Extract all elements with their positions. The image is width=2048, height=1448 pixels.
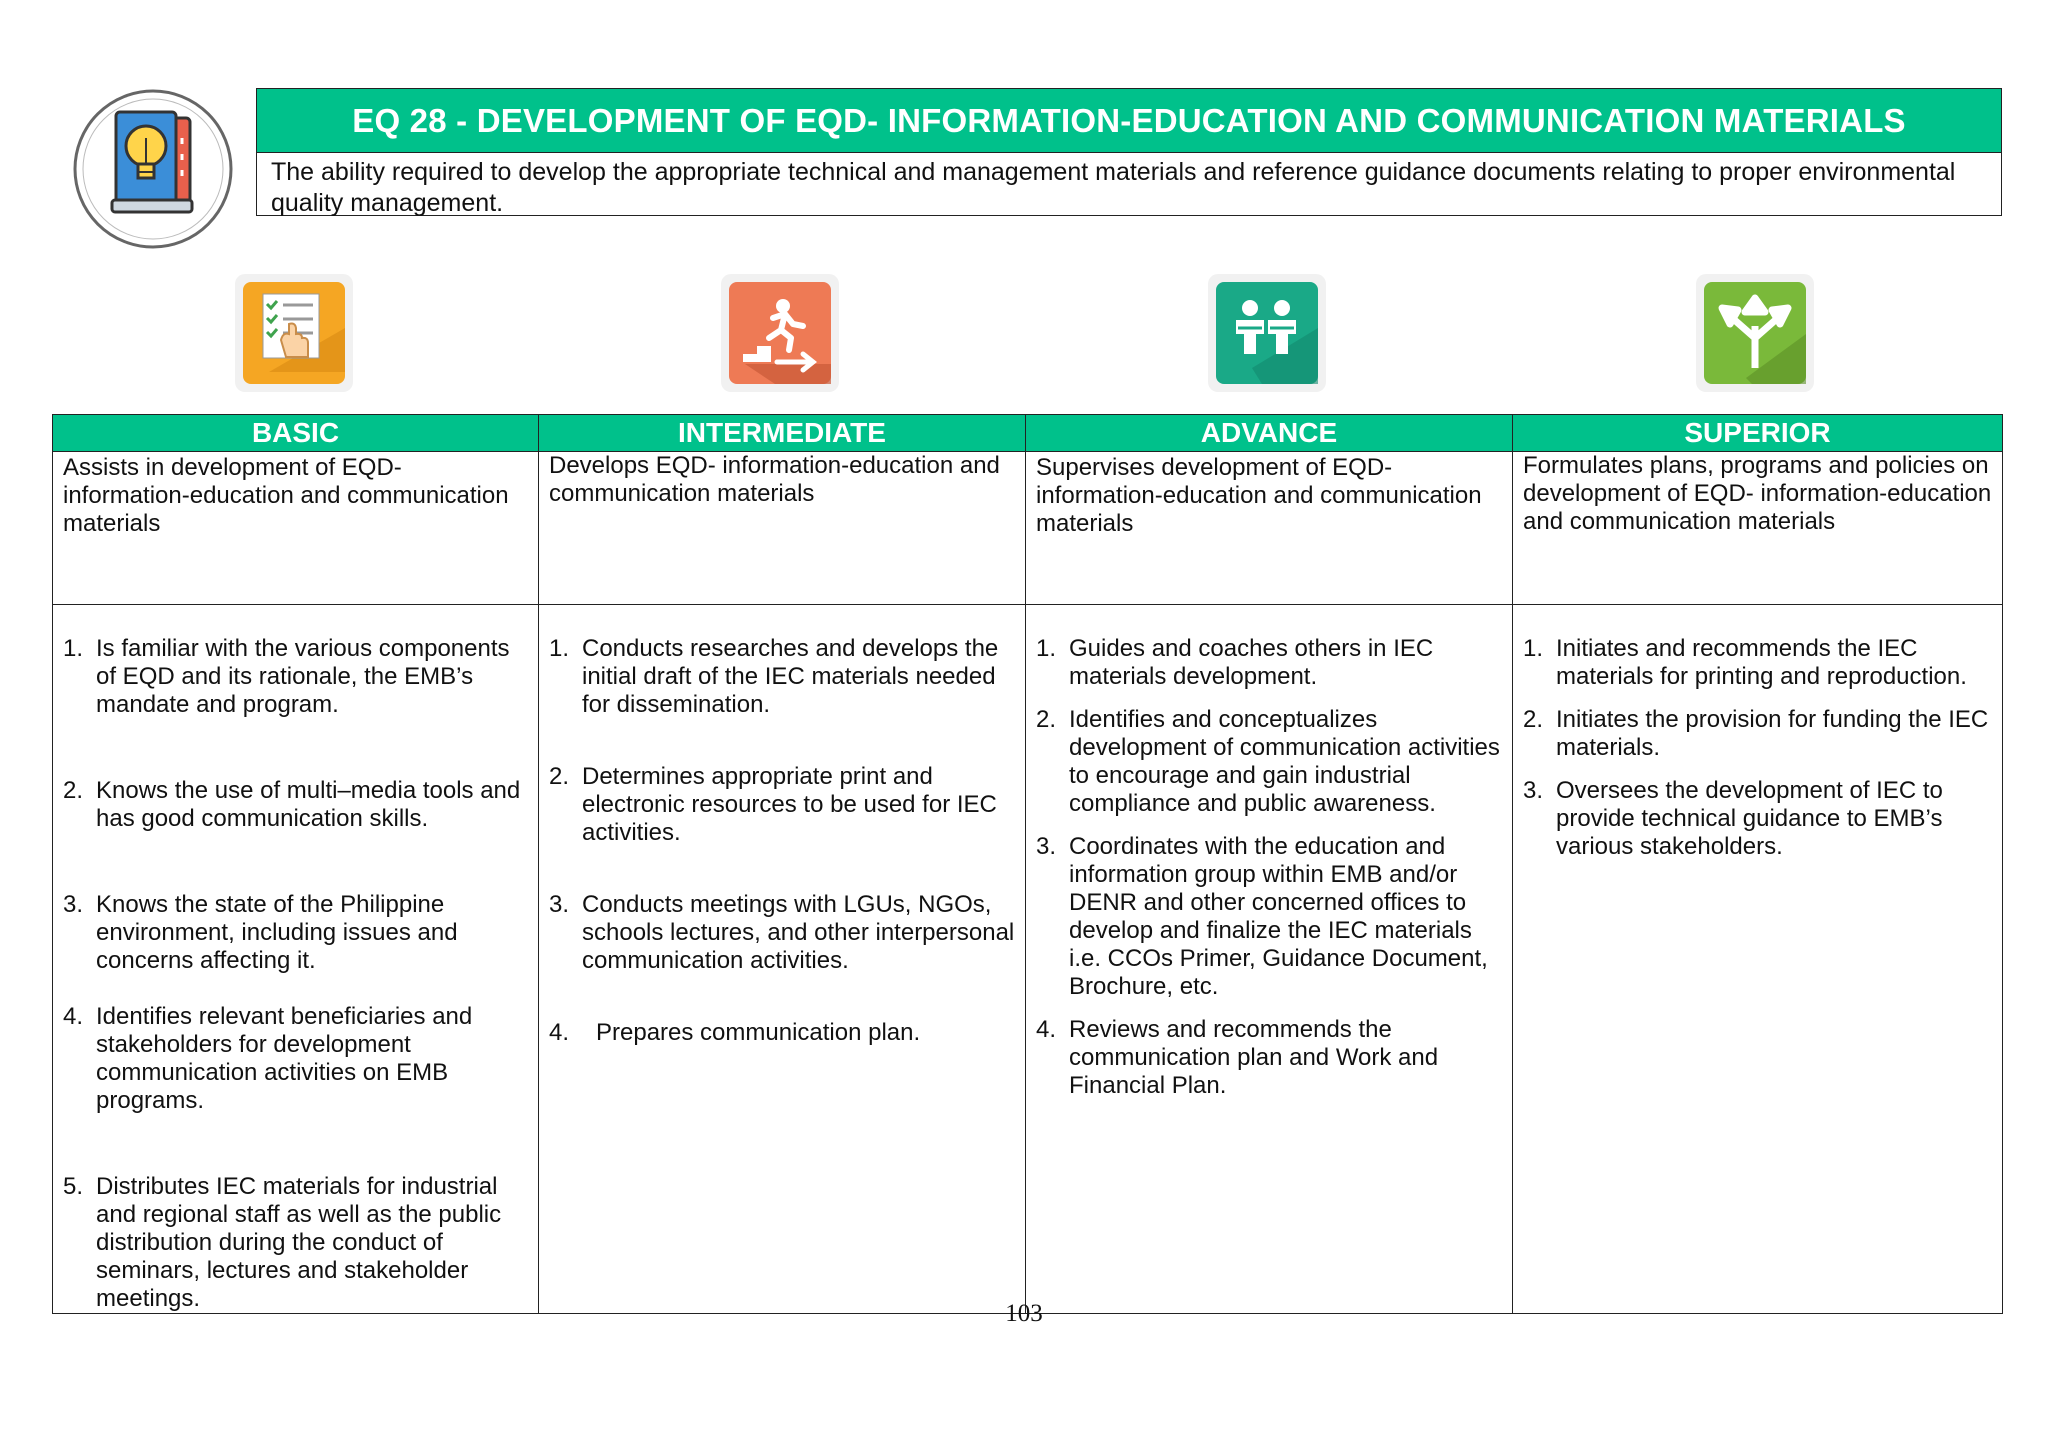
- summary-basic: Assists in development of EQD-information-education and communication materials: [53, 452, 539, 605]
- list-item: [549, 1019, 1019, 1047]
- list-item: [549, 763, 1019, 847]
- stairs-runner-icon: [715, 268, 845, 398]
- list-item: [1523, 635, 1996, 691]
- summary-intermediate: Develops EQD- information-education and communication materials: [539, 452, 1026, 605]
- competency-title: EQ 28 - DEVELOPMENT OF EQD- INFORMATION-EDUCATION AND COMMUNICATION MATERIALS: [257, 89, 2001, 153]
- list-item: [1523, 777, 1996, 861]
- list-item: [63, 635, 532, 719]
- item-text: Oversees the development of IEC to provide technical guidance to EMB’s various stakeholders.: [1556, 777, 1943, 860]
- item-text: Identifies and conceptualizes development of communication activities to encourage and gain industrial compliance and public awareness.: [1069, 706, 1500, 817]
- item-text: Knows the use of multi–media tools and has good communication skills.: [96, 777, 521, 832]
- item-number: 1.: [549, 635, 570, 662]
- summary-row: [53, 452, 2003, 605]
- item-number: 4.: [63, 1003, 84, 1030]
- item-text: Prepares communication plan.: [596, 1019, 921, 1046]
- list-item: [63, 1003, 532, 1115]
- item-number: 1.: [1036, 635, 1057, 662]
- list-item: [63, 777, 532, 833]
- item-number: 1.: [63, 635, 84, 662]
- list-item: [63, 1173, 532, 1313]
- level-header-row: [53, 415, 2003, 452]
- item-text: Identifies relevant beneficiaries and stakeholders for development communication activities on EMB programs.: [96, 1003, 473, 1114]
- lightbulb-book-icon: [72, 88, 234, 250]
- list-item: [1036, 833, 1506, 1001]
- indicator-row: [53, 605, 2003, 1314]
- indicators-intermediate: [539, 605, 1026, 1314]
- item-number: 1.: [1523, 635, 1544, 662]
- item-text: Conducts meetings with LGUs, NGOs, schools lectures, and other interpersonal communication activities.: [582, 891, 1015, 974]
- list-item: [1036, 706, 1506, 818]
- list-item: [1523, 706, 1996, 762]
- item-text: Coordinates with the education and information group within EMB and/or DENR and other concerned offices to develop and finalize the IEC materials i.e. CCOs Primer, Guidance Document, Brochure, etc.: [1069, 833, 1488, 1000]
- item-number: 2.: [63, 777, 84, 804]
- item-number: 3.: [1523, 777, 1544, 804]
- item-text: Distributes IEC materials for industrial and regional staff as well as the public distribution during the conduct of seminars, lectures and stakeholder meetings.: [96, 1173, 502, 1312]
- list-item: [1036, 1016, 1506, 1100]
- item-number: 3.: [549, 891, 570, 918]
- competency-title-box: [256, 88, 2002, 216]
- summary-advance: Supervises development of EQD-information-education and communication materials: [1026, 452, 1513, 605]
- item-text: Knows the state of the Philippine environment, including issues and concerns affecting it.: [96, 891, 458, 974]
- item-number: 2.: [1523, 706, 1544, 733]
- page-number: 103: [1005, 1300, 1043, 1327]
- item-text: Initiates the provision for funding the IEC materials.: [1556, 706, 1989, 761]
- item-text: Reviews and recommends the communication plan and Work and Financial Plan.: [1069, 1016, 1439, 1099]
- indicators-advance: [1026, 605, 1513, 1314]
- item-number: 5.: [63, 1173, 84, 1200]
- item-text: Initiates and recommends the IEC materials for printing and reproduction.: [1556, 635, 1967, 690]
- item-text: Determines appropriate print and electronic resources to be used for IEC activities.: [582, 763, 997, 846]
- level-header-intermediate: INTERMEDIATE: [539, 415, 1026, 452]
- item-text: Guides and coaches others in IEC materials development.: [1069, 635, 1434, 690]
- item-text: Conducts researches and develops the initial draft of the IEC materials needed for dissemination.: [582, 635, 999, 718]
- item-text: Is familiar with the various components of EQD and its rationale, the EMB’s mandate and program.: [96, 635, 510, 718]
- indicators-basic: [53, 605, 539, 1314]
- item-number: 2.: [1036, 706, 1057, 733]
- level-header-superior: SUPERIOR: [1513, 415, 2003, 452]
- indicators-superior: [1513, 605, 2003, 1314]
- item-number: 3.: [1036, 833, 1057, 860]
- level-header-advance: ADVANCE: [1026, 415, 1513, 452]
- competency-description: The ability required to develop the appropriate technical and management materials and reference guidance documents relating to proper environmental quality management.: [271, 158, 1956, 217]
- direction-arrows-icon: [1690, 268, 1820, 398]
- list-item: [549, 635, 1019, 719]
- list-item: [549, 891, 1019, 975]
- item-number: 4.: [549, 1019, 570, 1046]
- item-number: 4.: [1036, 1016, 1057, 1043]
- list-item: [63, 891, 532, 975]
- proficiency-table: [52, 414, 2003, 1314]
- level-header-basic: BASIC: [53, 415, 539, 452]
- item-number: 3.: [63, 891, 84, 918]
- summary-superior: Formulates plans, programs and policies on development of EQD- information-education and communication materials: [1513, 452, 2003, 605]
- list-item: [1036, 635, 1506, 691]
- team-icon: [1202, 268, 1332, 398]
- item-number: 2.: [549, 763, 570, 790]
- checklist-icon: [229, 268, 359, 398]
